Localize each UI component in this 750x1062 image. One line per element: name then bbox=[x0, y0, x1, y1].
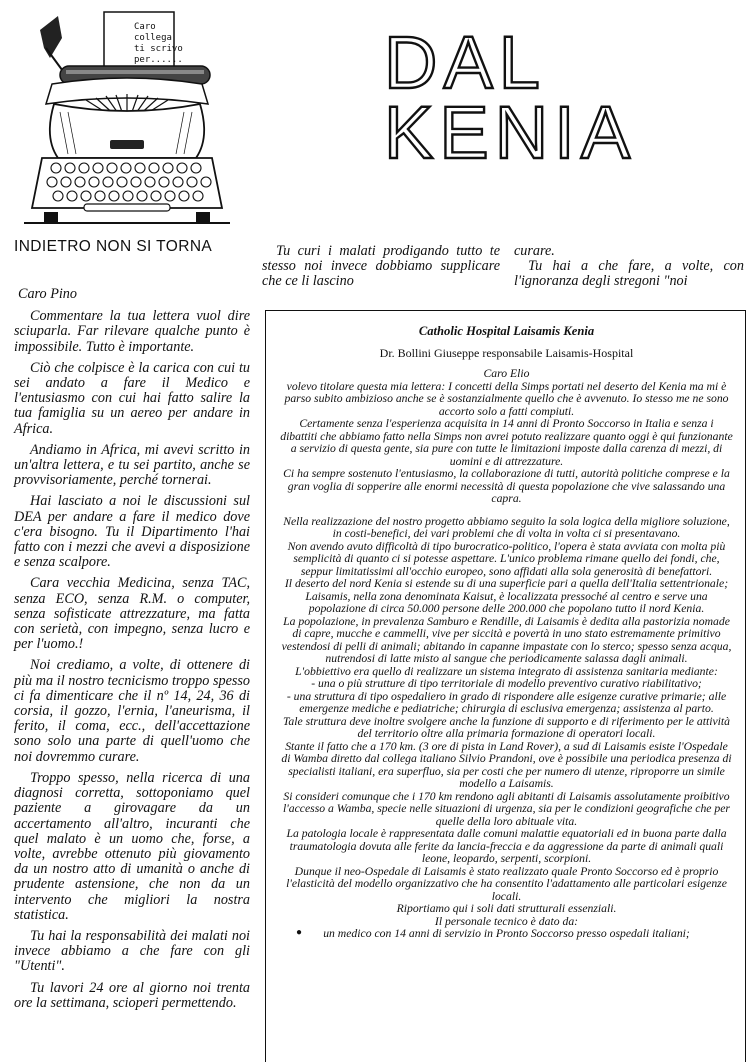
left-paragraph: Noi crediamo, a volte, di ottenere di più ma il nostro tecnicismo troppo spesso ci fa dimenticare che il nº 14, 24, 36 di corsia, il gozzo, l'ernia, l'aneurisma, il ferito, il coma, ecc., dell'accettazione sono solo una parte di quell'uomo che noi dovremmo curare. bbox=[14, 657, 250, 765]
box-paragraph: - una o più strutture di tipo territoriale di modello preventivo curativo riabilitativo; bbox=[311, 677, 702, 690]
middle-column bbox=[262, 244, 500, 290]
box-paragraph: - una struttura di tipo ospedaliero in grado di rispondere alle esigenze curative primarie; alle emergenze mediche e pediatriche; chirurgia di esclusiva emergenza; assistenza al parto. bbox=[286, 689, 727, 715]
staff-list-item: ● un medico con 14 anni di servizio in Pronto Soccorso presso ospedali italiani; bbox=[280, 928, 733, 941]
left-paragraph: Hai lasciato a noi le discussioni sul DEA per andare a fare il medico dove c'era bisogno. Tu il Dipartimento l'hai fatto con i mezzi che avevi a disposizione e senza scalpore. bbox=[14, 493, 250, 571]
box-paragraph: Ci ha sempre sostenuto l'entusiasmo, la collaborazione di tutti, autorità politiche comprese e la gran voglia di sopperire alle enormi necessità di questa popolazione che vive salassando una capra. bbox=[283, 467, 730, 505]
box-paragraph: L'obbiettivo era quello di realizzare un sistema integrato di assistenza sanitaria mediante: bbox=[295, 664, 718, 678]
box-paragraph: Certamente senza l'esperienza acquisita in 14 anni di Pronto Soccorso in Italia e senza i dibattiti che abbiamo fatto nella Simps non avrei potuto realizzare quanto oggi è qui funzionante a servizio di questa gente, sia pure con tutte le limitazioni imposte dalla carenza di mezzi, di uomini e di attrezzature. bbox=[280, 417, 733, 468]
box-salutation: Caro Elio bbox=[483, 367, 530, 380]
box-title: Catholic Hospital Laisamis Kenia bbox=[418, 324, 595, 338]
left-paragraph: Ciò che colpisce è la carica con cui tu sei andato a fare il Medico e l'entusiasmo con cui hai fatto salire la tua famiglia su un aereo per andare in Africa. bbox=[14, 359, 250, 437]
box-subtitle: Dr. Bollini Giuseppe responsabile Laisamis-Hospital bbox=[379, 345, 634, 360]
box-paragraph: Il personale tecnico è dato da: bbox=[434, 914, 579, 928]
typewriter-illustration bbox=[24, 8, 230, 230]
left-paragraph: Tu hai la responsabilità dei malati noi invece abbiamo a che fare con gli "Utenti". bbox=[14, 927, 250, 975]
right-column bbox=[514, 244, 744, 290]
typewriter-icon bbox=[24, 8, 230, 230]
left-paragraph: Cara vecchia Medicina, senza TAC, senza ECO, senza R.M. o computer, senza sofisticate attrezzature, ma fatta con serietà, con impegno, senza lucro e per l'uomo.! bbox=[14, 575, 250, 653]
right-line-1: curare. bbox=[514, 243, 555, 259]
box-paragraph: Si consideri comunque che i 170 km rendono agli abitanti di Laisamis assolutamente proibitivo l'accesso a Wamba, specie nelle situazioni di urgenza, sia per le condizioni geografiche che per quelle della loro abituale vita. bbox=[283, 789, 730, 828]
paper-note-text: Caro collega ti scrivo per...... bbox=[134, 22, 183, 65]
box-paragraph: Il deserto del nord Kenia si estende su di una superficie pari a quella dell'Italia settentrionale; Laisamis, nella zona denominata Kaisut, è localizzata pressoché al centro e serve una popolazione di circa 50.000 persone delle 200.000 che popolano tutto il nord Kenia. bbox=[284, 577, 729, 615]
left-paragraph: Tu lavori 24 ore al giorno noi trenta ore la settimana, scioperi permettendo. bbox=[14, 979, 250, 1011]
box-paragraph: volevo titolare questa mia lettera: I concetti della Simps portati nel deserto del Kenia ma mi è parso subito ambizioso anche se è sostanzialmente quello che è avvenuto. Io stesso me ne sono accorto solo a fatti compiuti. bbox=[284, 379, 729, 418]
staff-list bbox=[280, 928, 733, 941]
masthead-line-2: KENIA bbox=[384, 91, 637, 174]
left-paragraph: Andiamo in Africa, mi avevi scritto in un'altra lettera, e tu sei partito, anche se provvisoriamente, perché tornerai. bbox=[14, 441, 250, 489]
section-title: INDIETRO NON SI TORNA bbox=[14, 238, 213, 255]
box-paragraph: Dunque il neo-Ospedale di Laisamis è stato realizzato quale Pronto Soccorso ed è proprio l'elasticità del modello organizzativo che ha consentito l'adattamento alle particolari esigenze locali. bbox=[286, 864, 727, 903]
box-paragraph: Stante il fatto che a 170 km. (3 ore di pista in Land Rover), a sud di Laisamis esiste l'Ospedale di Wamba diretto dal collega italiano Silvio Prandoni, ove è possibile una periodica presenza di specialisti italiani, era superfluo, sia per costi che per numero di utenze, riproporre un simile modello a Laisamis. bbox=[281, 739, 732, 790]
masthead-title bbox=[384, 21, 724, 174]
left-column bbox=[14, 287, 250, 1017]
left-salutation: Caro Pino bbox=[18, 286, 77, 302]
hospital-letter-box bbox=[265, 310, 746, 1062]
box-paragraph: Riportiamo qui i soli dati strutturali essenziali. bbox=[396, 902, 617, 915]
left-paragraph: Troppo spesso, nella ricerca di una diagnosi corretta, sottoponiamo quel paziente a girovagare da un accertamento all'altro, incuranti che quel malato è un uomo che, forse, a volte, avrebbe ottenuto più giovamento da un nostro atto di umanità o anche di prudente astensione, che non da un intervento che migliori la nostra statistica. bbox=[14, 769, 250, 923]
masthead-line-1: DAL bbox=[384, 21, 546, 104]
box-paragraph: Tale struttura deve inoltre svolgere anche la funzione di supporto e di riferimento per le attività del territorio oltre alla primaria formazione di operatori locali. bbox=[283, 714, 730, 740]
right-line-2: Tu hai a che fare, a volte, con l'ignoranza degli stregoni "noi bbox=[514, 258, 744, 290]
box-paragraph: La popolazione, in prevalenza Samburo e Rendille, di Laisamis è dedita alla pastorizia nomade di capre, mucche e cammelli, vive per siccità e povertà in uno stato estremamente primitivo vestendosi di pelli di animali; abitando in capanne impastate con lo sterco; spesso senza acqua, nutrendosi di latte misto al sangue che periodicamente salassa dagli animali. bbox=[281, 614, 732, 665]
box-paragraph: Non avendo avuto difficoltà di tipo burocratico-politico, l'opera è stata avviata con molta più semplicità di quanto ci si potesse aspettare. L'unico problema rimane quello dei fondi, che, seppur limitatissimi all'occhio europeo, sono affidati alla sola generosità di benefattori. bbox=[287, 539, 726, 578]
middle-paragraph: Tu curi i malati prodigando tutto te stesso noi invece dobbiamo supplicare che ce li lascino bbox=[262, 243, 500, 290]
left-paragraph: Commentare la tua lettera vuol dire sciuparla. Far rilevare qualche punto è impossibile. Tutto è importante. bbox=[14, 308, 250, 355]
box-paragraph: Nella realizzazione del nostro progetto abbiamo seguito la sola logica della migliore soluzione, in costi-benefici, dei vari problemi che di volta in volta ci si presentavano. bbox=[283, 514, 730, 540]
box-paragraph: La patologia locale è rappresentata dalle comuni malattie equatoriali ed in buona parte dalla traumatologia dovuta alle ferite da lancia-freccia e da aggressione da parte di animali quali leone, leopardo, serpenti, scorpioni. bbox=[286, 827, 727, 865]
